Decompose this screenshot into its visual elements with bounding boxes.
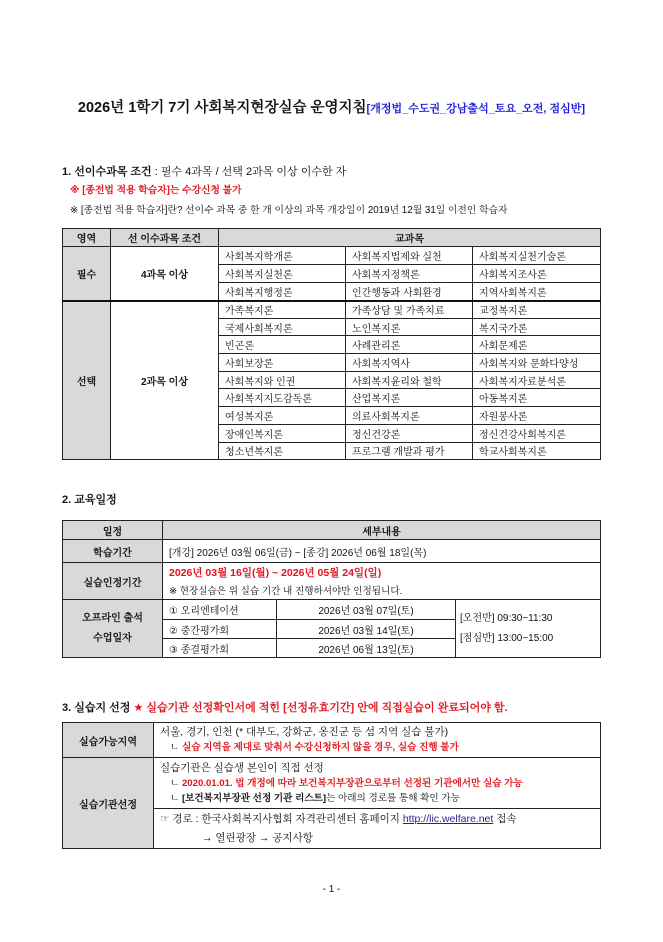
course-table-header (63, 229, 601, 247)
course-cell: 노인복지론 (346, 318, 473, 336)
offline-session-row: 오프라인 출석 수업일자 ① 오리엔테이션 2026년 03월 07일(토) [오전반] 09:30~11:30 [점심반] 13:00~15:00 (63, 600, 601, 620)
schedule-table (62, 520, 601, 658)
course-cell: 사회복지실천기술론 (473, 247, 601, 265)
course-cell: 청소년복지론 (219, 442, 346, 460)
practice-period-value: 2026년 03월 16일(월) ~ 2026년 05월 24일(일) (169, 567, 382, 579)
region-row: 실습가능지역 서울, 경기, 인천 (* 대부도, 강화군, 옹진군 등 섬 지역 실습 불가) ㄴ 실습 지역을 제대로 맞춰서 수강신청하지 않을 경우, 실습 진행 불가 (63, 723, 601, 758)
course-cell: 정신건강사회복지론 (473, 424, 601, 442)
welfare-link[interactable]: http://lic.welfare.net (402, 812, 494, 825)
course-cell: 사회복지정책론 (346, 265, 473, 283)
institution-row: 실습기관선정 실습기관은 실습생 본인이 직접 선정 ㄴ 2020.01.01. 법 개정에 따라 보건복지부장관으로부터 선정된 기관에서만 실습 가능 ㄴ [보건복지부장관 선정 기관 리스트]는 아래의 경로를 통해 확인 가능 (63, 758, 601, 809)
course-cell: 사회복지실천론 (219, 265, 346, 283)
site-selection-table (62, 722, 601, 849)
course-cell: 사회문제론 (473, 336, 601, 354)
practice-period-row: 실습인정기간 2026년 03월 16일(월) ~ 2026년 05월 24일(일) ※ 현장실습은 위 실습 기간 내 진행하셔야만 인정됩니다. (63, 563, 601, 600)
star-icon: ★ (133, 702, 144, 714)
header-condition: 선 이수과목 조건 (111, 229, 219, 247)
course-cell: 사회복지자료분석론 (473, 371, 601, 389)
course-cell: 사회복지와 문화다양성 (473, 354, 601, 372)
course-cell: 국제사회복지론 (219, 318, 346, 336)
course-cell: 사회복지학개론 (219, 247, 346, 265)
practice-period-note: ※ 현장실습은 위 실습 기간 내 진행하셔야만 인정됩니다. (169, 586, 403, 597)
course-cell: 사회복지행정론 (219, 283, 346, 301)
course-cell: 의료사회복지론 (346, 407, 473, 425)
course-cell: 자원봉사론 (473, 407, 601, 425)
course-cell: 가족상담 및 가족치료 (346, 301, 473, 319)
course-cell: 가족복지론 (219, 301, 346, 319)
section1-note: ※ [종전법 적용 학습자]란? 선이수 과목 중 한 개 이상의 과목 개강일이 2019년 12월 31일 이전인 학습자 (70, 205, 508, 216)
condition-cell: 4과목 이상 (111, 247, 219, 301)
section1-heading: 1. 선이수과목 조건 : 필수 4과목 / 선택 2과목 이상 이수한 자 (62, 166, 347, 178)
study-period-value: [개강] 2026년 03월 06일(금) ~ [종강] 2026년 06월 18일(목) (163, 540, 601, 563)
offline-session-row: ② 중간평가회 2026년 03월 14일(토) (63, 620, 601, 639)
study-period-row: 학습기간 [개강] 2026년 03월 06일(금) ~ [종강] 2026년 06월 18일(목) (63, 540, 601, 563)
area-cell: 선택 (63, 301, 111, 460)
course-cell: 사회보장론 (219, 354, 346, 372)
course-cell: 정신건강론 (346, 424, 473, 442)
header-area: 영역 (63, 229, 111, 247)
section1-note-red: ※ [종전법 적용 학습자]는 수강신청 불가 (70, 185, 242, 196)
course-cell: 인간행동과 사회환경 (346, 283, 473, 301)
page-title: 2026년 1학기 7기 사회복지현장실습 운영지침[개정법_수도권_강남출석_토요_오전, 점심반] (77, 100, 586, 116)
header-details: 세부내용 (163, 521, 601, 540)
course-cell: 빈곤론 (219, 336, 346, 354)
course-cell: 아동복지론 (473, 389, 601, 407)
header-schedule: 일정 (63, 521, 163, 540)
course-cell: 사회복지법제와 실천 (346, 247, 473, 265)
section2-heading: 2. 교육일정 (62, 494, 117, 506)
course-cell: 사회복지윤리와 철학 (346, 371, 473, 389)
offline-session-row: ③ 종결평가회 2026년 06월 13일(토) (63, 639, 601, 658)
course-cell: 여성복지론 (219, 407, 346, 425)
session-times: [오전반] 09:30~11:30 [점심반] 13:00~15:00 (456, 600, 601, 658)
course-row (63, 301, 601, 319)
course-cell: 프로그램 개발과 평가 (346, 442, 473, 460)
course-cell: 사례관리론 (346, 336, 473, 354)
course-cell: 사회복지역사 (346, 354, 473, 372)
course-cell: 지역사회복지론 (473, 283, 601, 301)
course-cell: 교정복지론 (473, 301, 601, 319)
course-table (62, 228, 601, 460)
section3-heading: 3. 실습지 선정 ★ 실습기관 선정확인서에 적힌 [선정유효기간] 안에 직접실습이 완료되어야 함. (62, 702, 508, 714)
path-row: ☞ 경로 : 한국사회복지사협회 자격관리센터 홈페이지 http://lic.welfare.net 접속 → 열린광장 → 공지사항 (63, 809, 601, 849)
header-courses: 교과목 (219, 229, 601, 247)
course-cell: 산업복지론 (346, 389, 473, 407)
course-row (63, 247, 601, 265)
page-subtitle: [개정법_수도권_강남출석_토요_오전, 점심반] (366, 103, 586, 115)
course-cell: 사회복지조사론 (473, 265, 601, 283)
page-number: - 1 - (322, 884, 341, 895)
course-cell: 복지국가론 (473, 318, 601, 336)
course-cell: 사회복지와 인권 (219, 371, 346, 389)
condition-cell: 2과목 이상 (111, 301, 219, 460)
course-cell: 장애인복지론 (219, 424, 346, 442)
course-cell: 사회복지지도감독론 (219, 389, 346, 407)
course-cell: 학교사회복지론 (473, 442, 601, 460)
area-cell: 필수 (63, 247, 111, 301)
